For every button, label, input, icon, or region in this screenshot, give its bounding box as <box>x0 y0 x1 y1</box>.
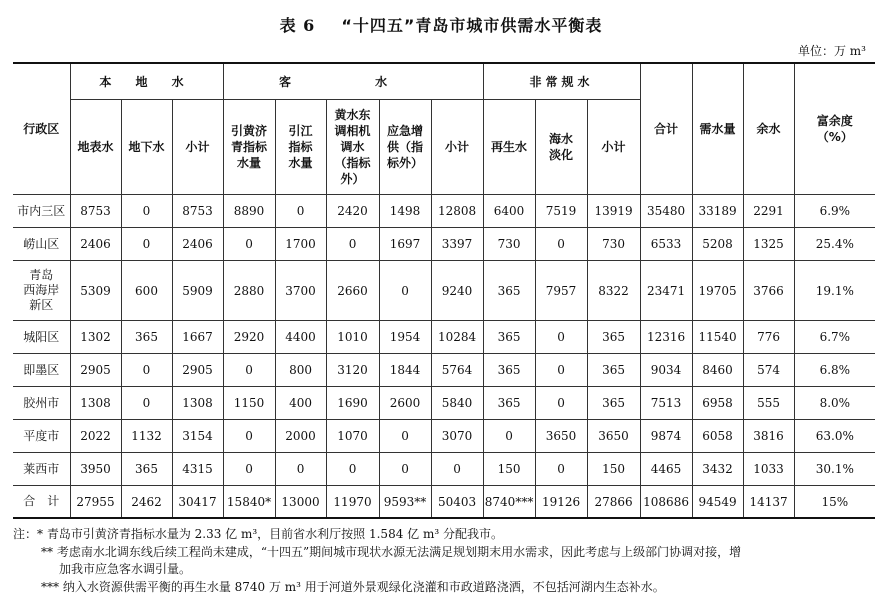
table-cell: 0 <box>535 321 587 354</box>
header-unconventional-subtotal: 小计 <box>587 100 640 195</box>
supply-demand-table <box>13 62 875 519</box>
table-cell: 30.1% <box>794 453 875 486</box>
table-cell: 0 <box>326 228 379 261</box>
table-title <box>0 13 882 36</box>
table-cell: 0 <box>483 420 535 453</box>
note-2-continued: 加我市应急客水调引量。 <box>59 562 192 576</box>
table-cell: 3700 <box>275 261 326 321</box>
table-cell: 1150 <box>223 387 275 420</box>
table-cell: 13000 <box>275 486 326 519</box>
table-cell: 2406 <box>172 228 223 261</box>
table-cell: 1010 <box>326 321 379 354</box>
table-cell: 0 <box>535 354 587 387</box>
table-cell: 5764 <box>431 354 483 387</box>
table-cell: 0 <box>121 354 172 387</box>
table-cell: 3070 <box>431 420 483 453</box>
header-yellow-river-quota: 引黄济 青指标 水量 <box>223 100 275 195</box>
table-cell: 365 <box>483 387 535 420</box>
table-cell: 33189 <box>692 195 743 228</box>
table-cell: 555 <box>743 387 794 420</box>
table-cell: 8.0% <box>794 387 875 420</box>
table-row <box>13 354 875 387</box>
table-cell: 150 <box>587 453 640 486</box>
table-cell: 8740*** <box>483 486 535 519</box>
table-cell: 5309 <box>70 261 121 321</box>
header-surface-water: 地表水 <box>70 100 121 195</box>
header-unconventional-water: 非常规水 <box>483 63 640 100</box>
row-district-name: 城阳区 <box>13 321 70 354</box>
table-cell: 11970 <box>326 486 379 519</box>
table-cell: 2920 <box>223 321 275 354</box>
table-cell: 3650 <box>587 420 640 453</box>
table-cell: 574 <box>743 354 794 387</box>
table-cell: 2660 <box>326 261 379 321</box>
table-cell: 8753 <box>70 195 121 228</box>
table-cell: 600 <box>121 261 172 321</box>
header-groundwater: 地下水 <box>121 100 172 195</box>
table-cell: 2022 <box>70 420 121 453</box>
table-cell: 0 <box>223 228 275 261</box>
table-cell: 365 <box>483 321 535 354</box>
table-cell: 3766 <box>743 261 794 321</box>
table-cell: 1308 <box>70 387 121 420</box>
table-cell: 2905 <box>70 354 121 387</box>
table-cell: 6400 <box>483 195 535 228</box>
table-cell: 2420 <box>326 195 379 228</box>
row-district-name: 即墨区 <box>13 354 70 387</box>
table-cell: 11540 <box>692 321 743 354</box>
table-cell: 4315 <box>172 453 223 486</box>
table-cell: 0 <box>275 195 326 228</box>
table-cell: 0 <box>379 261 431 321</box>
table-cell: 2000 <box>275 420 326 453</box>
row-district-name: 合 计 <box>13 486 70 519</box>
table-cell: 9034 <box>640 354 692 387</box>
table-cell: 0 <box>121 228 172 261</box>
table-cell: 0 <box>379 453 431 486</box>
table-cell: 1325 <box>743 228 794 261</box>
table-cell: 12316 <box>640 321 692 354</box>
table-cell: 0 <box>431 453 483 486</box>
table-cell: 730 <box>483 228 535 261</box>
row-district-name: 胶州市 <box>13 387 70 420</box>
table-cell: 0 <box>535 387 587 420</box>
table-row <box>13 228 875 261</box>
table-cell: 400 <box>275 387 326 420</box>
table-cell: 9593** <box>379 486 431 519</box>
header-recycled-water: 再生水 <box>483 100 535 195</box>
table-cell: 0 <box>275 453 326 486</box>
table-cell: 6533 <box>640 228 692 261</box>
table-cell: 3432 <box>692 453 743 486</box>
table-cell: 10284 <box>431 321 483 354</box>
table-row <box>13 453 875 486</box>
header-local-water: 本 地 水 <box>70 63 223 100</box>
table-cell: 365 <box>483 354 535 387</box>
table-cell: 0 <box>223 453 275 486</box>
table-cell: 730 <box>587 228 640 261</box>
table-row <box>13 195 875 228</box>
header-yellow-east-transfer: 黄水东 调相机 调水 （指标外） <box>326 100 379 195</box>
table-row <box>13 486 875 519</box>
table-cell: 27866 <box>587 486 640 519</box>
table-cell: 108686 <box>640 486 692 519</box>
table-cell: 6058 <box>692 420 743 453</box>
table-cell: 63.0% <box>794 420 875 453</box>
table-cell: 800 <box>275 354 326 387</box>
table-cell: 25.4% <box>794 228 875 261</box>
table-number: 表 6 <box>279 16 316 35</box>
table-cell: 6.8% <box>794 354 875 387</box>
table-cell: 1132 <box>121 420 172 453</box>
table-cell: 5840 <box>431 387 483 420</box>
table-cell: 19126 <box>535 486 587 519</box>
table-cell: 8322 <box>587 261 640 321</box>
table-title-text: “十四五”青岛市城市供需水平衡表 <box>341 16 603 35</box>
row-district-name: 青岛 西海岸 新区 <box>13 261 70 321</box>
table-cell: 1308 <box>172 387 223 420</box>
header-surplus: 余水 <box>743 63 794 195</box>
table-row <box>13 420 875 453</box>
header-yangtze-quota: 引江 指标 水量 <box>275 100 326 195</box>
table-cell: 1033 <box>743 453 794 486</box>
table-cell: 7519 <box>535 195 587 228</box>
table-cell: 13919 <box>587 195 640 228</box>
unit-label: 单位：万 m³ <box>797 44 866 58</box>
header-demand: 需水量 <box>692 63 743 195</box>
table-cell: 1498 <box>379 195 431 228</box>
row-district-name: 莱西市 <box>13 453 70 486</box>
table-cell: 365 <box>587 321 640 354</box>
table-cell: 3120 <box>326 354 379 387</box>
header-district: 行政区 <box>13 63 70 195</box>
table-cell: 1697 <box>379 228 431 261</box>
table-cell: 15840* <box>223 486 275 519</box>
table-cell: 8890 <box>223 195 275 228</box>
table-cell: 8460 <box>692 354 743 387</box>
table-cell: 23471 <box>640 261 692 321</box>
header-external-water: 客 水 <box>223 63 483 100</box>
table-cell: 776 <box>743 321 794 354</box>
table-cell: 94549 <box>692 486 743 519</box>
table-cell: 2880 <box>223 261 275 321</box>
header-desalination: 海水 淡化 <box>535 100 587 195</box>
table-cell: 1667 <box>172 321 223 354</box>
table-cell: 6.9% <box>794 195 875 228</box>
row-district-name: 崂山区 <box>13 228 70 261</box>
table-cell: 19705 <box>692 261 743 321</box>
table-row <box>13 321 875 354</box>
table-cell: 3397 <box>431 228 483 261</box>
table-cell: 1690 <box>326 387 379 420</box>
table-cell: 365 <box>483 261 535 321</box>
table-cell: 150 <box>483 453 535 486</box>
header-surplus-rate: 富余度 （%） <box>794 63 875 195</box>
table-cell: 0 <box>121 387 172 420</box>
table-row <box>13 387 875 420</box>
note-1: 注：* 青岛市引黄济青指标水量为 2.33 亿 m³，目前省水利厅按照 1.584 亿 m³ 分配我市。 <box>13 527 503 541</box>
note-2: ** 考虑南水北调东线后续工程尚未建成，“十四五”期间城市现状水源无法满足规划期末用水需求，因此考虑与上级部门协调对接，增 <box>41 544 742 559</box>
table-cell: 1070 <box>326 420 379 453</box>
table-cell: 2462 <box>121 486 172 519</box>
table-cell: 6958 <box>692 387 743 420</box>
table-cell: 0 <box>535 228 587 261</box>
row-district-name: 平度市 <box>13 420 70 453</box>
table-cell: 50403 <box>431 486 483 519</box>
table-cell: 19.1% <box>794 261 875 321</box>
table-cell: 4400 <box>275 321 326 354</box>
table-cell: 0 <box>535 453 587 486</box>
table-cell: 9240 <box>431 261 483 321</box>
table-cell: 3950 <box>70 453 121 486</box>
note-3: *** 纳入水资源供需平衡的再生水量 8740 万 m³ 用于河道外景观绿化浇灌和市政道路浇洒，不包括河湖内生态补水。 <box>41 579 665 594</box>
table-cell: 0 <box>223 420 275 453</box>
table-cell: 365 <box>121 453 172 486</box>
table-notes <box>13 526 871 596</box>
table-cell: 15% <box>794 486 875 519</box>
table-cell: 9874 <box>640 420 692 453</box>
table-cell: 27955 <box>70 486 121 519</box>
table-cell: 2905 <box>172 354 223 387</box>
header-total: 合计 <box>640 63 692 195</box>
table-cell: 2600 <box>379 387 431 420</box>
table-cell: 14137 <box>743 486 794 519</box>
header-external-subtotal: 小计 <box>431 100 483 195</box>
table-cell: 0 <box>326 453 379 486</box>
table-cell: 3650 <box>535 420 587 453</box>
table-cell: 12808 <box>431 195 483 228</box>
table-cell: 0 <box>223 354 275 387</box>
header-local-subtotal: 小计 <box>172 100 223 195</box>
table-cell: 1844 <box>379 354 431 387</box>
table-cell: 365 <box>587 354 640 387</box>
header-emergency-supply: 应急增 供（指 标外） <box>379 100 431 195</box>
table-cell: 30417 <box>172 486 223 519</box>
table-cell: 0 <box>379 420 431 453</box>
table-cell: 7957 <box>535 261 587 321</box>
table-cell: 7513 <box>640 387 692 420</box>
table-cell: 1954 <box>379 321 431 354</box>
table-cell: 3154 <box>172 420 223 453</box>
table-cell: 365 <box>121 321 172 354</box>
row-district-name: 市内三区 <box>13 195 70 228</box>
table-cell: 5909 <box>172 261 223 321</box>
table-cell: 6.7% <box>794 321 875 354</box>
table-cell: 8753 <box>172 195 223 228</box>
table-cell: 2291 <box>743 195 794 228</box>
table-cell: 4465 <box>640 453 692 486</box>
table-row <box>13 261 875 321</box>
table-cell: 35480 <box>640 195 692 228</box>
table-cell: 3816 <box>743 420 794 453</box>
table-cell: 1700 <box>275 228 326 261</box>
table-cell: 5208 <box>692 228 743 261</box>
table-cell: 365 <box>587 387 640 420</box>
table-cell: 0 <box>121 195 172 228</box>
table-cell: 1302 <box>70 321 121 354</box>
table-cell: 2406 <box>70 228 121 261</box>
